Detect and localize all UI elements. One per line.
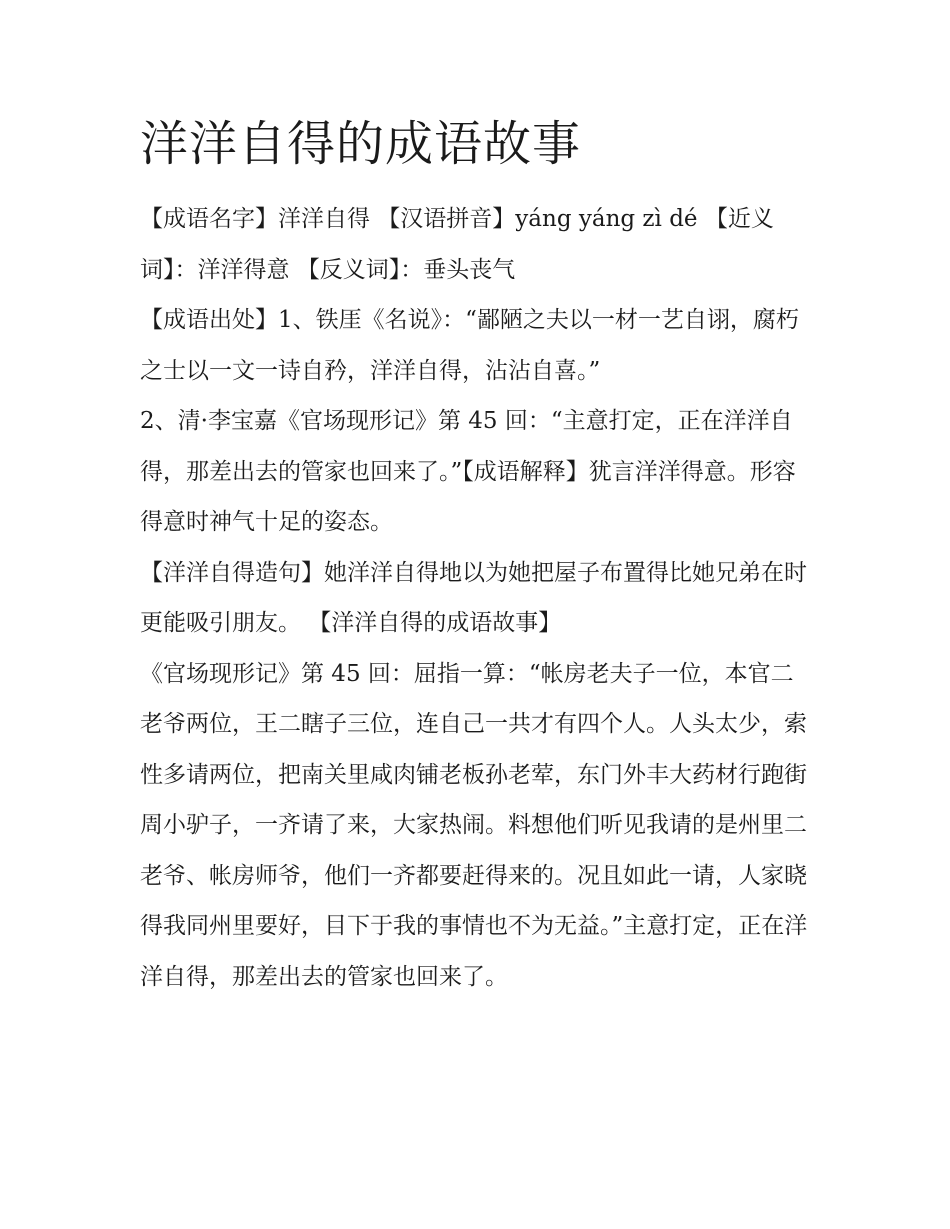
document-body: [140, 112, 812, 1002]
document-title: 洋洋自得的成语故事: [140, 116, 582, 172]
paragraph-source-1: 【成语出处】1、铁厓《名说》：“鄙陋之夫以一材一艺自诩，腐朽之士以一文一诗自矜，洋洋自得，沾沾自喜。”: [140, 307, 799, 384]
paragraph-example-sentence: 【洋洋自得造句】她洋洋自得地以为她把屋子布置得比她兄弟在时更能吸引朋友。 【洋洋自得的成语故事】: [140, 559, 807, 636]
paragraph-source-2-explanation: 2、清·李宝嘉《官场现形记》第 45 回：“主意打定，正在洋洋自得，那差出去的管家也回来了。”【成语解释】犹言洋洋得意。形容得意时神气十足的姿态。: [140, 408, 796, 535]
paragraph-story: 《官场现形记》第 45 回：屈指一算：“帐房老夫子一位，本官二老爷两位，王二瞎子三位，连自己一共才有四个人。人头太少，索性多请两位，把南关里咸肉铺老板孙老荤，东门外丰大药材行跑街周小驴子，一齐请了来，大家热闹。料想他们听见我请的是州里二老爷、帐房师爷，他们一齐都要赶得来的。况且如此一请，人家晓得我同州里要好，目下于我的事情也不为无益。”主意打定，正在洋洋自得，那差出去的管家也回来了。: [140, 660, 808, 990]
paragraph-idiom-info: 【成语名字】洋洋自得 【汉语拼音】yáng yáng zì dé 【近义词】：洋洋得意 【反义词】：垂头丧气: [140, 206, 774, 283]
